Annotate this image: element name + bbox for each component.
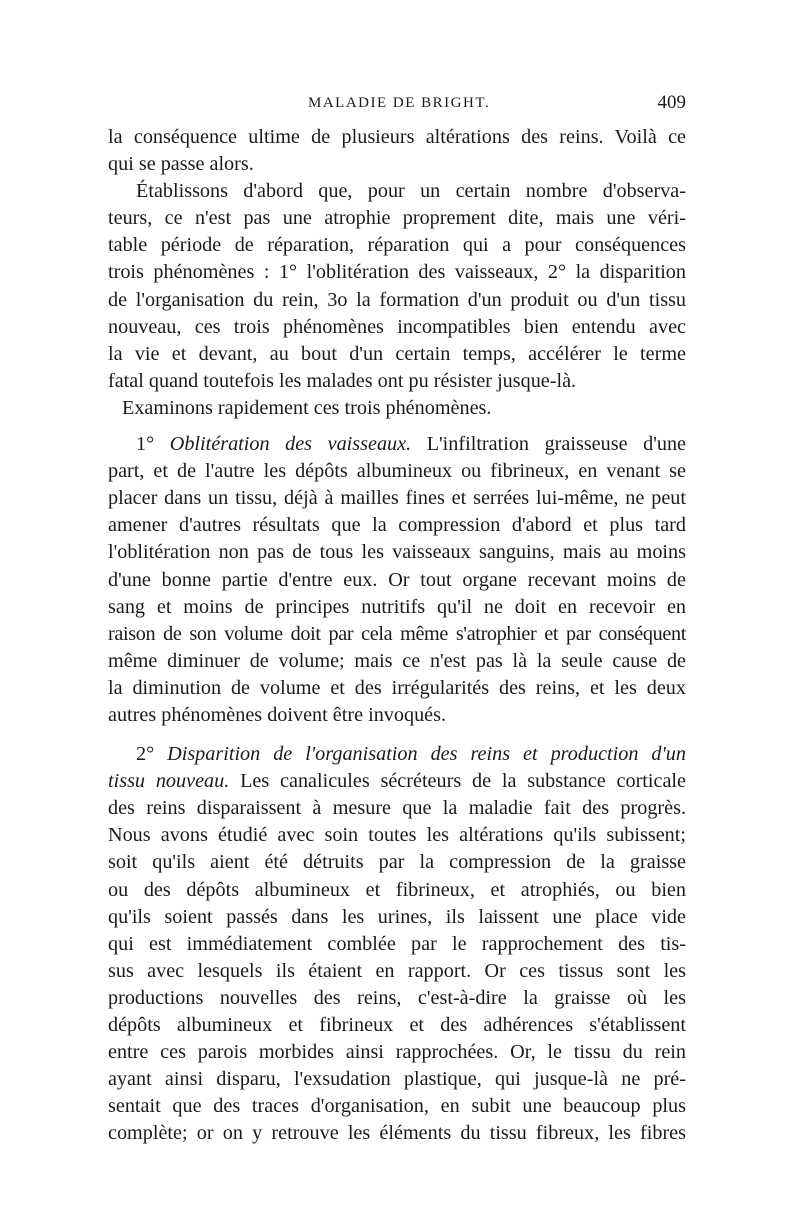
text-line: qui est immédiatement comblée par le rapprochement des tis- xyxy=(108,932,686,955)
text-line: part, et de l'autre les dépôts albumineux ou fibrineux, en venant se xyxy=(108,460,686,483)
text-line: autres phénomènes doivent être invoqués. xyxy=(108,703,447,726)
text-line: Nous avons étudié avec soin toutes les altérations qu'ils subissent; xyxy=(108,824,686,847)
text-line: ayant ainsi disparu, l'exsudation plastique, qui jusque-là ne pré- xyxy=(108,1068,686,1091)
running-head xyxy=(108,88,686,118)
text-line: même diminuer de volume; mais ce n'est pas là la seule cause de xyxy=(108,649,686,672)
text-line: tissu nouveau. Les canalicules sécréteurs de la substance corticale xyxy=(108,770,686,793)
text-line: fatal quand toutefois les malades ont pu résister jusque-là. xyxy=(108,369,577,392)
text-line: qui se passe alors. xyxy=(108,153,254,176)
text-line: d'une bonne partie d'entre eux. Or tout organe recevant moins de xyxy=(108,568,686,591)
text-line: table période de réparation, réparation qui a pour conséquences xyxy=(108,234,686,257)
text-line: de l'organisation du rein, 3o la formation d'un produit ou d'un tissu xyxy=(108,288,686,311)
text-line: placer dans un tissu, déjà à mailles fines et serrées lui-même, ne peut xyxy=(108,487,686,510)
text-line: teurs, ce n'est pas une atrophie proprement dite, mais une véri- xyxy=(108,207,686,230)
text-line: l'oblitération non pas de tous les vaisseaux sanguins, mais au moins xyxy=(108,541,686,564)
text-line: ou des dépôts albumineux et fibrineux, et atrophiés, ou bien xyxy=(108,878,686,901)
text-line: productions nouvelles des reins, c'est-à-dire la graisse où les xyxy=(108,986,686,1009)
text-line: sentait que des traces d'organisation, en subit une beaucoup plus xyxy=(108,1095,686,1118)
text-line: la conséquence ultime de plusieurs altérations des reins. Voilà ce xyxy=(108,126,686,148)
section-title: Oblitération des vaisseaux. xyxy=(169,433,412,456)
running-title: MALADIE DE BRIGHT. xyxy=(308,95,491,111)
text-line: entre ces parois morbides ainsi rapprochées. Or, le tissu du rein xyxy=(108,1041,686,1064)
text-line: soit qu'ils aient été détruits par la compression de la graisse xyxy=(108,851,686,874)
text-line: amener d'autres résultats que la compression d'abord et plus tard xyxy=(108,514,686,537)
section-heading-line: 1° Oblitération des vaisseaux. L'infiltration graisseuse d'une xyxy=(136,433,686,456)
text-line: la diminution de volume et des irrégularités des reins, et les deux xyxy=(108,676,686,699)
section-title-continued: tissu nouveau. xyxy=(108,770,230,793)
page-number: 409 xyxy=(657,92,686,113)
text-line: la vie et devant, au bout d'un certain temps, accélérer le terme xyxy=(108,342,686,365)
text-line: des reins disparaissent à mesure que la maladie fait des progrès. xyxy=(108,797,686,820)
text-line: sus avec lesquels ils étaient en rapport. Or ces tissus sont les xyxy=(108,959,686,982)
section-title: Disparition de l'organisation des reins et production d'un xyxy=(167,743,686,766)
body-text xyxy=(108,124,686,1147)
text-line: trois phénomènes : 1° l'oblitération des vaisseaux, 2° la disparition xyxy=(108,261,686,284)
text-line: raison de son volume doit par cela même s'atrophier et par conséquent xyxy=(108,622,686,645)
text-line: nouveau, ces trois phénomènes incompatibles bien entendu avec xyxy=(108,315,686,338)
text-line: qu'ils soient passés dans les urines, ils laissent une place vide xyxy=(108,905,686,928)
text-line: dépôts albumineux et fibrineux et des adhérences s'établissent xyxy=(108,1014,686,1036)
text-line: Établissons d'abord que, pour un certain nombre d'observa- xyxy=(136,180,686,203)
section-heading-line: 2° Disparition de l'organisation des reins et production d'un xyxy=(136,743,686,766)
text-line: Examinons rapidement ces trois phénomènes. xyxy=(122,396,492,419)
text-line: sang et moins de principes nutritifs qu'il ne doit en recevoir en xyxy=(108,595,686,618)
text-line: complète; or on y retrouve les éléments du tissu fibreux, les fibres xyxy=(108,1122,686,1145)
